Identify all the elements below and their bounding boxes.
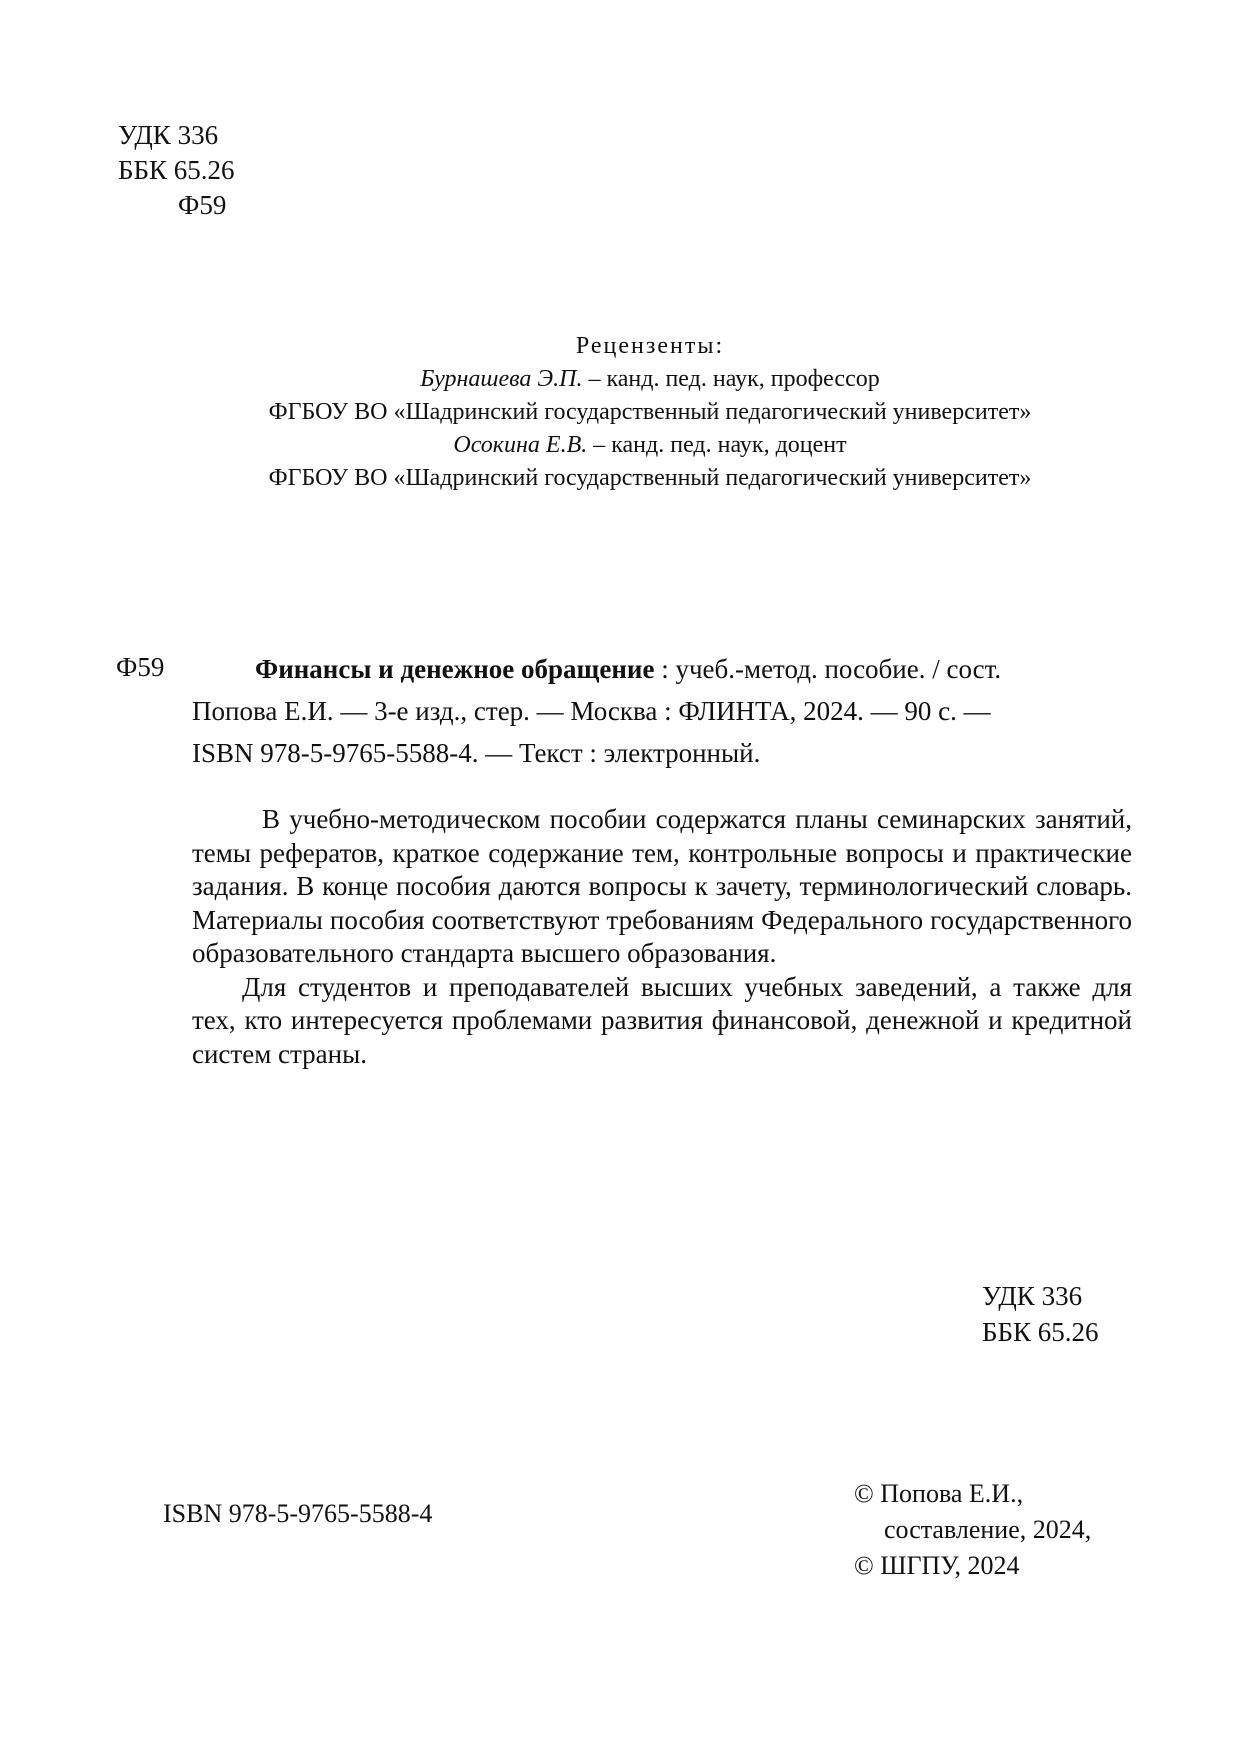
bottom-bbk-code: ББК 65.26 — [982, 1317, 1099, 1347]
reviewer-2-org: ФГБОУ ВО «Шадринский государственный педагогический университет» — [268, 465, 1032, 491]
reviewer-2-name: Осокина Е.В. — [453, 432, 588, 458]
reviewer-1 — [150, 363, 1150, 396]
copyright-line-2: составление, 2024, — [884, 1515, 1092, 1544]
udk-code: УДК 336 — [118, 120, 219, 150]
copyright-block — [854, 1476, 1091, 1584]
biblio-line-1 — [192, 648, 1132, 690]
copyright-line-3: © ШГПУ, 2024 — [854, 1551, 1020, 1580]
author-sign: Ф59 — [178, 190, 227, 220]
reviewer-2 — [150, 429, 1150, 462]
reviewer-1-org: ФГБОУ ВО «Шадринский государственный педагогический университет» — [268, 399, 1032, 425]
bibliographic-record — [192, 648, 1132, 774]
reviewer-2-title: – канд. пед. наук, доцент — [587, 432, 847, 458]
book-title: Финансы и денежное обращение — [255, 654, 655, 684]
reviewers-heading: Рецензенты: — [575, 333, 725, 359]
annotation-paragraph-1: В учебно-методическом пособии содержатся планы семинарских занятий, темы рефератов, краткое содержание тем, контрольные вопросы и практические задания. В конце пособия даются вопросы к зачету, терминологический словарь. Материалы пособия соответствуют требованиям Федерального государственного образовательного стандарта высшего образования. — [192, 804, 1132, 968]
bibliographic-code: Ф59 — [116, 652, 165, 682]
reviewers-block — [150, 330, 1150, 495]
bbk-code: ББК 65.26 — [118, 155, 235, 185]
biblio-line-3: ISBN 978-5-9765-5588-4. — Текст : электронный. — [192, 738, 761, 768]
isbn: ISBN 978-5-9765-5588-4 — [163, 1499, 433, 1528]
biblio-line-1-rest: : учеб.-метод. пособие. / сост. — [654, 654, 1002, 684]
reviewer-1-title: – канд. пед. наук, профессор — [582, 366, 880, 392]
biblio-line-2: Попова Е.И. — 3-е изд., стер. — Москва : ФЛИНТА, 2024. — 90 с. — — [192, 696, 991, 726]
top-classification-codes — [118, 118, 235, 223]
reviewer-1-name: Бурнашева Э.П. — [420, 366, 583, 392]
copyright-line-1: © Попова Е.И., — [854, 1479, 1024, 1508]
bottom-udk-code: УДК 336 — [982, 1281, 1083, 1311]
annotation — [192, 803, 1132, 1071]
bottom-classification-codes — [982, 1278, 1099, 1350]
annotation-paragraph-2: Для студентов и преподавателей высших учебных заведений, а также для тех, кто интересуется проблемами развития финансовой, денежной и кредитной систем страны. — [192, 971, 1132, 1069]
